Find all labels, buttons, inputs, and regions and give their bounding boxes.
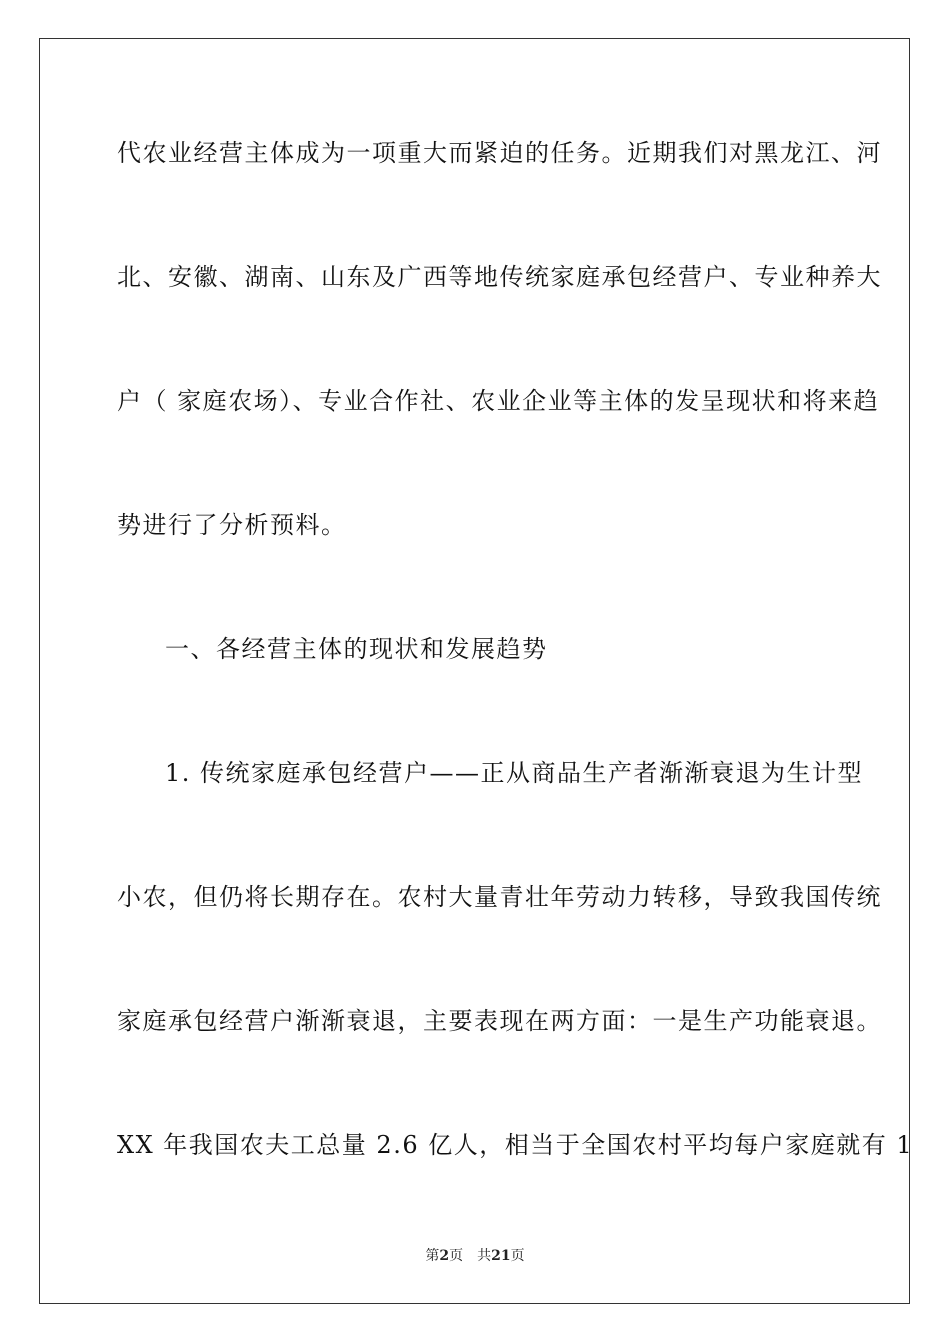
page-frame — [39, 38, 910, 1304]
footer-total-suffix: 页 — [510, 1248, 525, 1264]
body-text-line-1: 代农业经营主体成为一项重大而紧迫的任务。近期我们对黑龙江、河 — [117, 139, 882, 167]
footer-page-prefix: 第 — [425, 1248, 440, 1264]
body-text-line-2: 北、安徽、湖南、山东及广西等地传统家庭承包经营户、专业种养大 — [117, 263, 882, 291]
page-footer — [0, 1249, 950, 1263]
footer-total-number: 21 — [491, 1248, 511, 1264]
footer-page-suffix: 页 — [449, 1248, 464, 1264]
body-text-line-6: 1. 传统家庭承包经营户——正从商品生产者渐渐衰退为生计型 — [165, 759, 864, 787]
section-heading: 一、各经营主体的现状和发展趋势 — [165, 635, 548, 663]
body-text-line-4: 势进行了分析预料。 — [117, 511, 347, 539]
footer-page-number: 2 — [439, 1248, 450, 1264]
body-text-line-8: 家庭承包经营户渐渐衰退，主要表现在两方面：一是生产功能衰退。 — [117, 1007, 882, 1035]
body-text-line-3: 户（ 家庭农场）、专业合作社、农业企业等主体的发呈现状和将来趋 — [117, 387, 880, 415]
body-text-line-9: XX 年我国农夫工总量 2.6 亿人，相当于全国农村平均每户家庭就有 1 — [117, 1131, 914, 1159]
footer-total-prefix: 共 — [477, 1248, 492, 1264]
body-text-line-7: 小农，但仍将长期存在。农村大量青壮年劳动力转移，导致我国传统 — [117, 883, 882, 911]
